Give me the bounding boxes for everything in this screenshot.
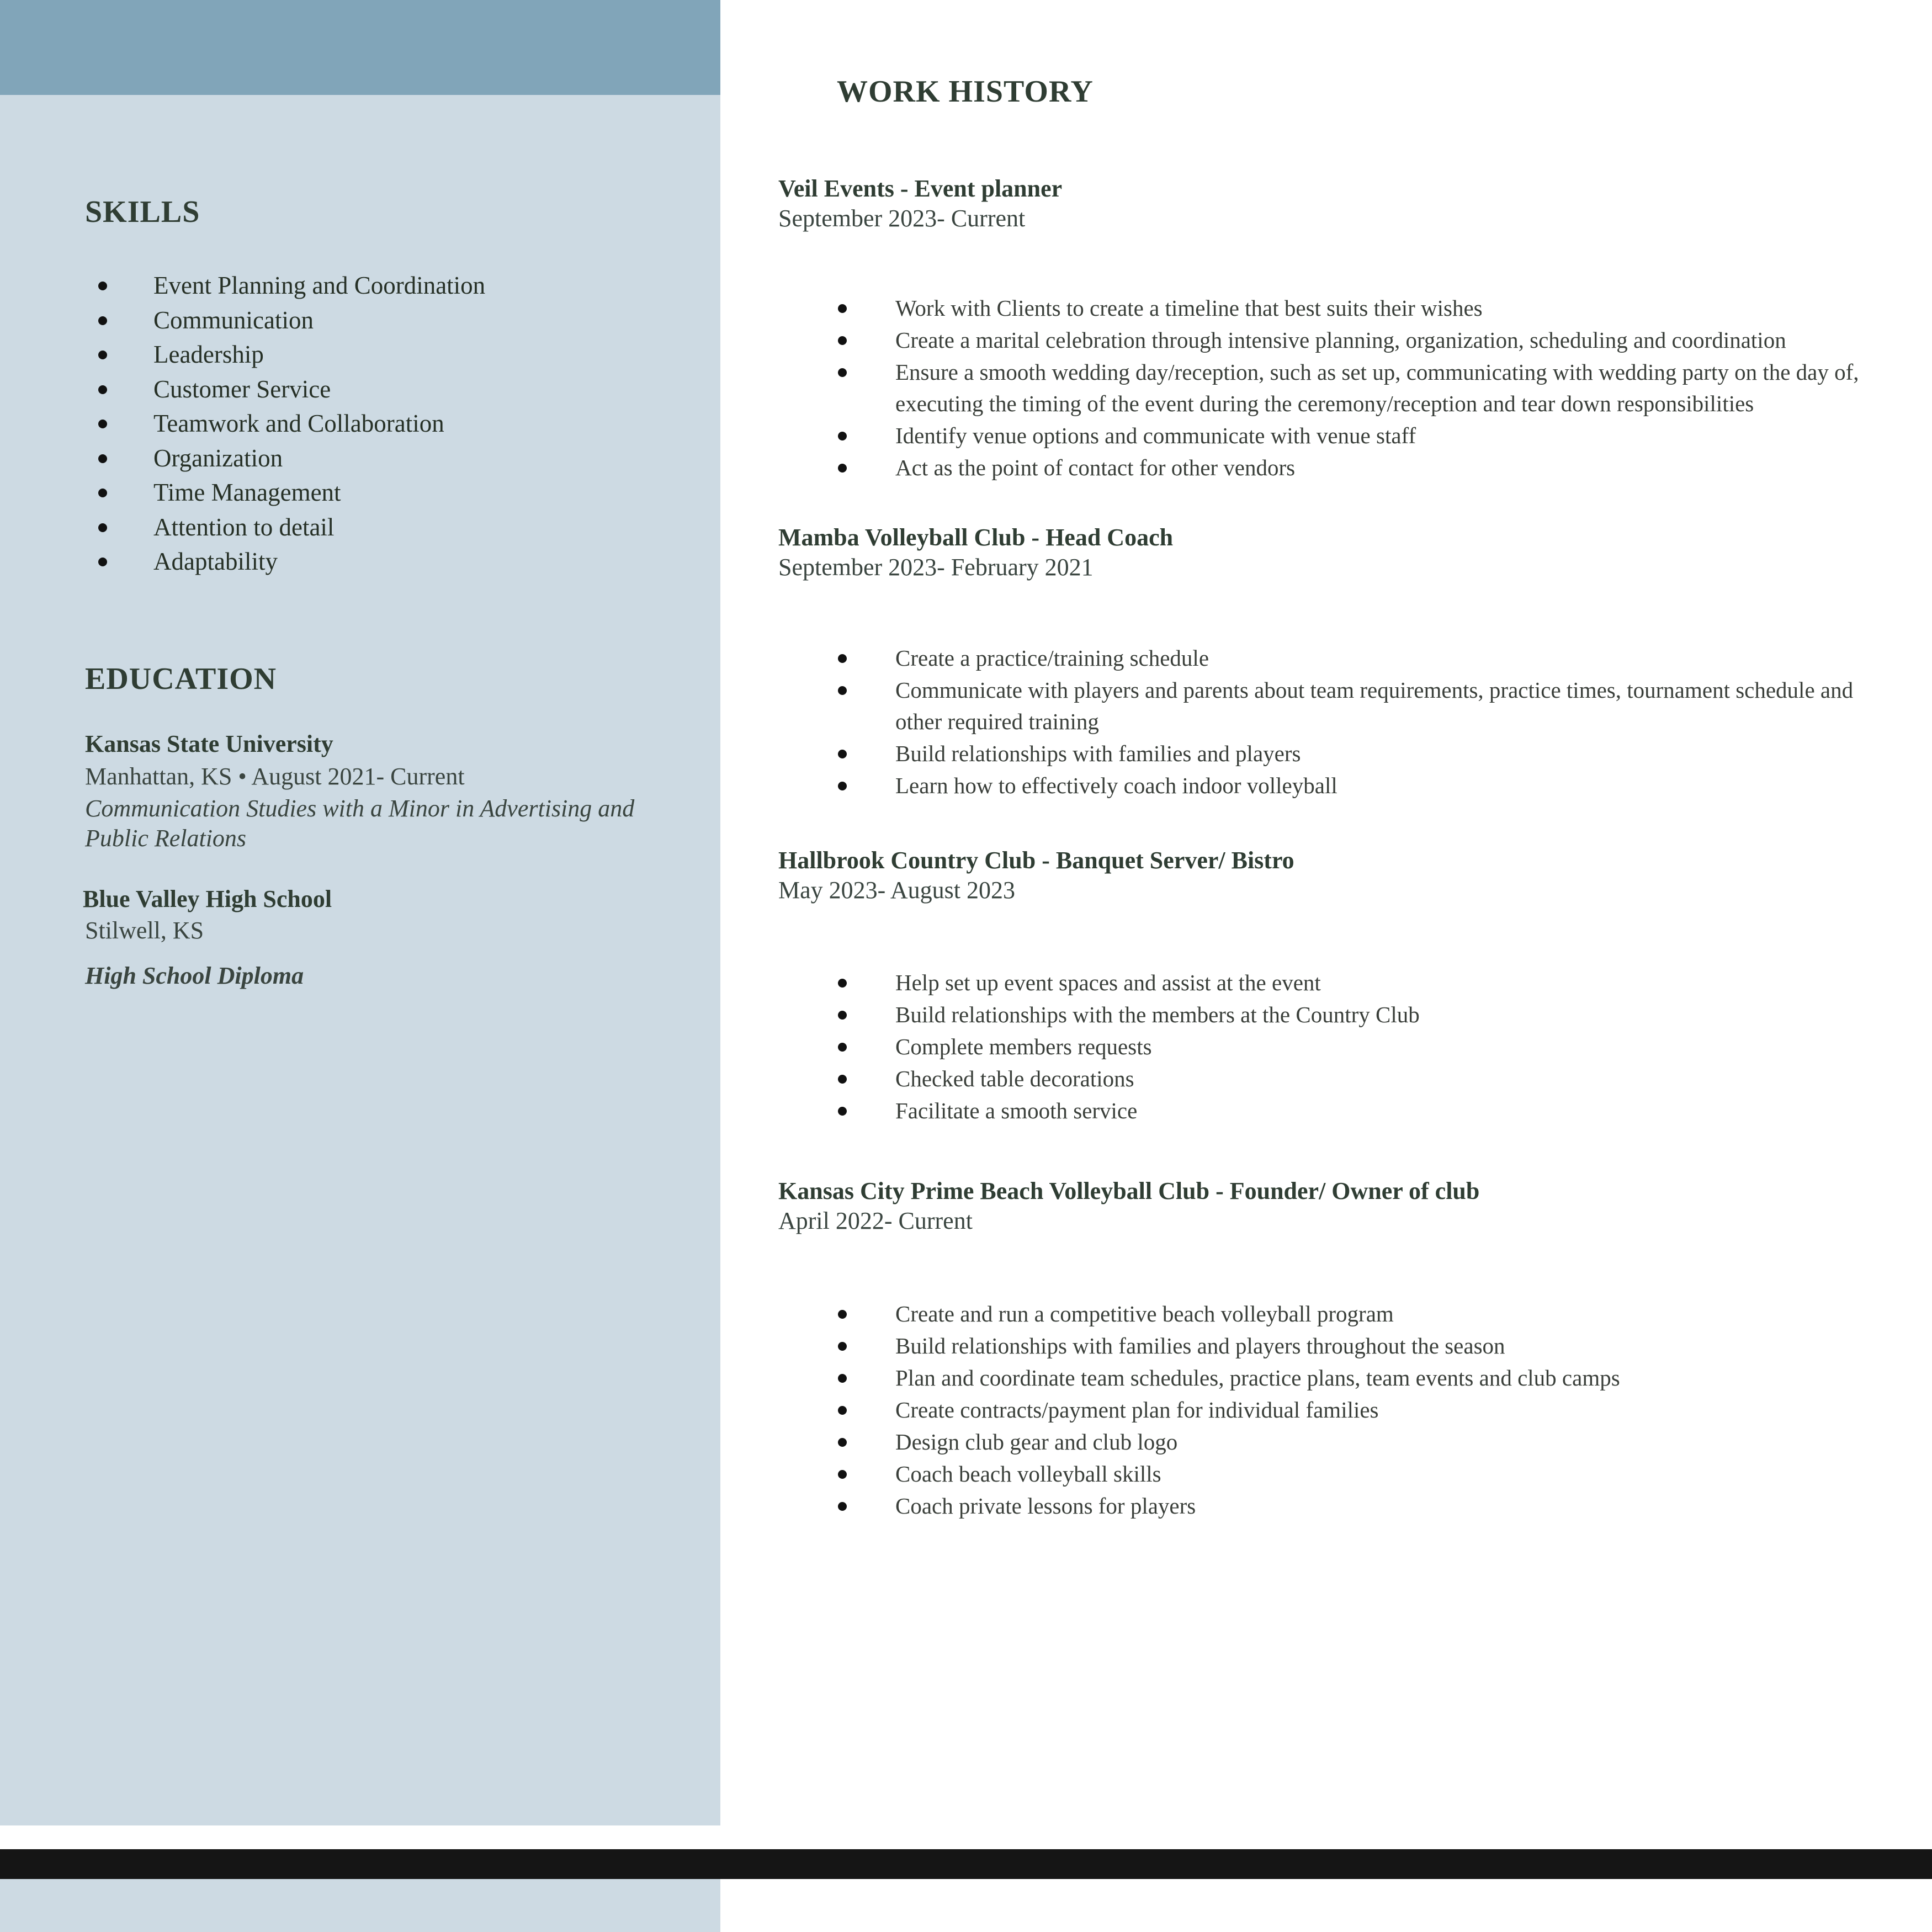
sidebar-bottom bbox=[0, 1879, 720, 1932]
job-duty: Create a practice/training schedule bbox=[778, 643, 1899, 674]
bullet-icon bbox=[838, 1075, 847, 1084]
skills-list bbox=[0, 268, 718, 579]
bullet-icon bbox=[838, 464, 847, 473]
bullet-icon bbox=[838, 1470, 847, 1479]
job-duty: Ensure a smooth wedding day/reception, such as set up, communicating with wedding party on the day of, executing the timing of the event during the ceremony/reception and tear down responsibilities bbox=[778, 357, 1899, 420]
job-duty: Create contracts/payment plan for individual families bbox=[778, 1394, 1899, 1426]
bullet-icon bbox=[838, 336, 847, 345]
job-duties-list bbox=[778, 967, 1899, 1127]
job-duty: Learn how to effectively coach indoor volleyball bbox=[778, 770, 1899, 802]
job-dates: September 2023- Current bbox=[778, 205, 1026, 232]
bullet-icon bbox=[98, 420, 107, 428]
job-duty: Create a marital celebration through intensive planning, organization, scheduling and coordination bbox=[778, 325, 1899, 356]
job-duty: Identify venue options and communicate with venue staff bbox=[778, 420, 1899, 452]
bullet-icon bbox=[98, 282, 107, 290]
education-heading: EDUCATION bbox=[85, 662, 277, 696]
bullet-icon bbox=[838, 432, 847, 440]
job-duties-list bbox=[778, 1298, 1899, 1522]
bullet-icon bbox=[838, 686, 847, 695]
bullet-icon bbox=[838, 1310, 847, 1319]
job-duty: Coach private lessons for players bbox=[778, 1490, 1899, 1522]
bullet-icon bbox=[98, 316, 107, 325]
job-duty: Design club gear and club logo bbox=[778, 1426, 1899, 1458]
skill-item: Teamwork and Collaboration bbox=[0, 406, 718, 441]
skill-item: Event Planning and Coordination bbox=[0, 268, 718, 303]
bullet-icon bbox=[838, 1438, 847, 1447]
job-title: Hallbrook Country Club - Banquet Server/ Bistro bbox=[778, 847, 1294, 874]
skill-item: Communication bbox=[0, 303, 718, 338]
job-duty: Build relationships with the members at the Country Club bbox=[778, 999, 1899, 1031]
bullet-icon bbox=[838, 304, 847, 313]
job-duties-list bbox=[778, 293, 1899, 484]
bullet-icon bbox=[98, 489, 107, 497]
skill-item: Organization bbox=[0, 441, 718, 476]
bullet-icon bbox=[838, 1502, 847, 1511]
bullet-icon bbox=[838, 1406, 847, 1415]
job-duties-list bbox=[778, 643, 1899, 802]
education-location: Stilwell, KS bbox=[85, 917, 204, 944]
job-duty: Build relationships with families and players bbox=[778, 738, 1899, 769]
job-duty: Help set up event spaces and assist at the event bbox=[778, 967, 1899, 999]
job-duty: Create and run a competitive beach volleyball program bbox=[778, 1298, 1899, 1330]
education-degree: Communication Studies with a Minor in Advertising and Public Relations bbox=[85, 795, 635, 852]
job-duty: Complete members requests bbox=[778, 1031, 1899, 1063]
bullet-icon bbox=[838, 654, 847, 663]
skill-item: Adaptability bbox=[0, 544, 718, 579]
job-duty: Communicate with players and parents about team requirements, practice times, tournament schedule and other required training bbox=[778, 675, 1899, 737]
job-duty: Coach beach volleyball skills bbox=[778, 1458, 1899, 1490]
page-divider-bar bbox=[0, 1849, 1932, 1879]
bullet-icon bbox=[838, 1342, 847, 1351]
bullet-icon bbox=[838, 1011, 847, 1020]
job-duty: Facilitate a smooth service bbox=[778, 1095, 1899, 1127]
bullet-icon bbox=[838, 782, 847, 790]
sidebar-header-band bbox=[0, 0, 720, 95]
bullet-icon bbox=[98, 558, 107, 566]
education-location-dates: Manhattan, KS • August 2021- Current bbox=[85, 763, 465, 790]
bullet-icon bbox=[838, 979, 847, 988]
bullet-icon bbox=[838, 750, 847, 758]
job-duty: Build relationships with families and players throughout the season bbox=[778, 1330, 1899, 1362]
job-dates: May 2023- August 2023 bbox=[778, 877, 1015, 904]
job-dates: September 2023- February 2021 bbox=[778, 554, 1094, 581]
skill-item: Time Management bbox=[0, 475, 718, 510]
education-school-name: Blue Valley High School bbox=[83, 885, 332, 912]
skill-item: Leadership bbox=[0, 337, 718, 372]
job-title: Veil Events - Event planner bbox=[778, 175, 1063, 202]
job-duty: Work with Clients to create a timeline that best suits their wishes bbox=[778, 293, 1899, 324]
job-duty: Plan and coordinate team schedules, practice plans, team events and club camps bbox=[778, 1362, 1899, 1394]
education-school-name: Kansas State University bbox=[85, 730, 333, 757]
skill-item: Customer Service bbox=[0, 372, 718, 407]
job-duty: Act as the point of contact for other vendors bbox=[778, 452, 1899, 484]
skill-item: Attention to detail bbox=[0, 510, 718, 545]
bullet-icon bbox=[838, 1374, 847, 1383]
bullet-icon bbox=[838, 1043, 847, 1052]
job-dates: April 2022- Current bbox=[778, 1207, 973, 1234]
bullet-icon bbox=[98, 523, 107, 532]
bullet-icon bbox=[98, 454, 107, 463]
bullet-icon bbox=[838, 1107, 847, 1116]
education-degree: High School Diploma bbox=[85, 962, 304, 989]
job-title: Mamba Volleyball Club - Head Coach bbox=[778, 524, 1174, 551]
bullet-icon bbox=[838, 368, 847, 377]
skills-heading: SKILLS bbox=[85, 195, 200, 229]
bullet-icon bbox=[98, 351, 107, 359]
job-title: Kansas City Prime Beach Volleyball Club - Founder/ Owner of club bbox=[778, 1177, 1480, 1204]
job-duty: Checked table decorations bbox=[778, 1063, 1899, 1095]
work-history-heading: WORK HISTORY bbox=[837, 75, 1094, 109]
bullet-icon bbox=[98, 385, 107, 394]
